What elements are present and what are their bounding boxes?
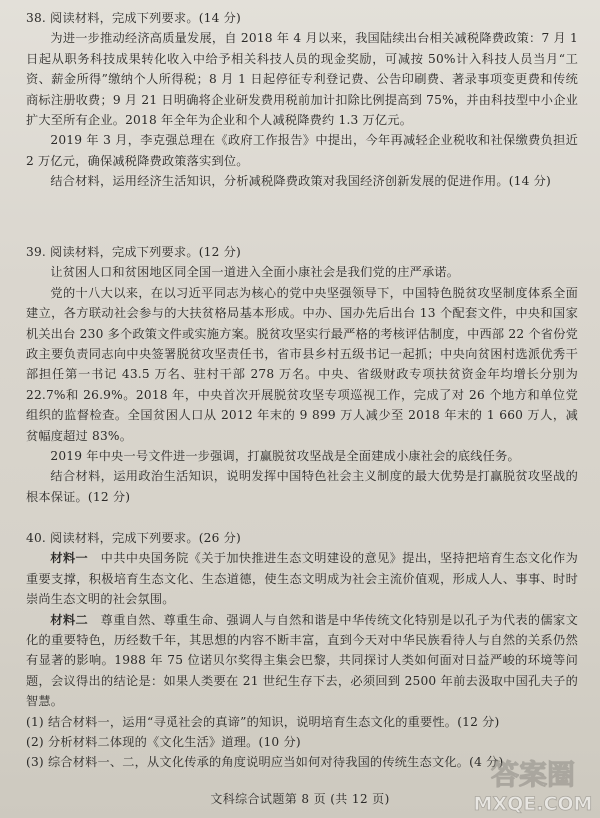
question-39-heading: 39. 阅读材料，完成下列要求。(12 分) [26,245,241,259]
question-39-material-3: 2019 年中央一号文件进一步强调，打赢脱贫攻坚战是全面建成小康社会的底线任务。 [50,449,520,464]
material-1-text: 中共中央国务院《关于加快推进生态文明建设的意见》提出，坚持把培育生态文化作为重要支撑，积极培育生态文化、生态道德，使生态文明成为社会主流价值观，形成人人、事事、时时崇尚生态文明的社会氛围。 [26,551,578,607]
question-40-material-1 [26,548,578,609]
question-39 [26,242,578,507]
question-39-material-2: 党的十八大以来，在以习近平同志为核心的党中央坚强领导下，中国特色脱贫攻坚制度体系全面建立，各方联动社会参与的大扶贫格局基本形成。中办、国办先后出台 13 个配套文件，中央和国家机关出台 230 多个政策文件或实施方案。脱贫攻坚实行最严格的考核评估制度，中西部 22 个省份党政主要负责同志向中央签署脱贫攻坚责任书，省市县乡村五级书记一起抓；中央向贫困村选派优秀干部担任第一书记 43.5 万名、驻村干部 278 万名。中央、省级财政专项扶贫资金年均增长分别为 22.7%和 26.9%。2018 年，中央首次开展脱贫攻坚专项巡视工作，完成了对 26 个地方和单位党组织的监督检查。全国贫困人口从 2012 年末的 9 899 万人减少至 2018 年末的 1 660 万人，减贫幅度超过 83%。 [26,285,578,443]
watermark-logo [474,750,592,816]
question-40-task-2: (2) 分析材料二体现的《文化生活》道理。(10 分) [26,735,301,750]
question-38-material-1: 为进一步推动经济高质量发展，自 2018 年 4 月以来，我国陆续出台相关减税降费政策：7 月 1 日起从职务科技成果转化收入中给予相关科技人员的现金奖励，可减按 50%计入科技人员当月“工资、薪金所得”缴纳个人所得税；8 月 1 日起停征专利登记费、公告印刷费、著录事项变更费和传统商标注册收费；9 月 21 日明确将企业研发费用税前加计扣除比例提高到 75%，并由科技型中小企业扩大至所有企业。2018 年全年为企业和个人减税降费约 1.3 万亿元。 [26,31,578,128]
question-38-heading: 38. 阅读材料，完成下列要求。(14 分) [26,11,241,25]
question-39-material-1: 让贫困人口和贫困地区同全国一道进入全面小康社会是我们党的庄严承诺。 [50,265,460,280]
question-40-material-2 [26,610,578,712]
question-40-task-3: (3) 综合材料一、二，从文化传承的角度说明应当如何对待我国的传统生态文化。(4 分) [26,755,504,770]
page-footer: 文科综合试题第 8 页 (共 12 页) [210,792,390,806]
question-38-task: 结合材料，运用经济生活知识，分析减税降费政策对我国经济创新发展的促进作用。(14 分) [50,174,552,189]
question-38-material-2: 2019 年 3 月，李克强总理在《政府工作报告》中提出，今年再减轻企业税收和社保缴费负担近 2 万亿元，确保减税降费政策落实到位。 [26,133,578,168]
question-38 [26,8,578,192]
question-39-task: 结合材料，运用政治生活知识，说明发挥中国特色社会主义制度的最大优势是打赢脱贫攻坚战的根本保证。(12 分) [26,469,578,504]
material-2-label: 材料二 [50,612,89,627]
watermark-line-2: MXQE.COM [474,793,592,815]
question-40 [26,528,578,773]
watermark-line-1: 答案圈 [490,758,576,791]
question-40-task-1: (1) 结合材料一，运用“寻觅社会的真谛”的知识，说明培育生态文化的重要性。(12 分) [26,714,500,729]
question-40-heading: 40. 阅读材料，完成下列要求。(26 分) [26,531,241,545]
material-2-text: 尊重自然、尊重生命、强调人与自然和谐是中华传统文化特别是以孔子为代表的儒家文化的重要特色，历经数千年，其思想的内容不断丰富，直到今天对中华民族看待人与自然的关系仍然有显著的影响。1988 年 75 位诺贝尔奖得主集会巴黎，共同探讨人类如何面对日益严峻的环境等问题，会议得出的结论是：如果人类要在 21 世纪生存下去，必须回到 2500 年前去汲取中国孔夫子的智慧。 [26,612,578,709]
material-1-label: 材料一 [50,551,89,566]
